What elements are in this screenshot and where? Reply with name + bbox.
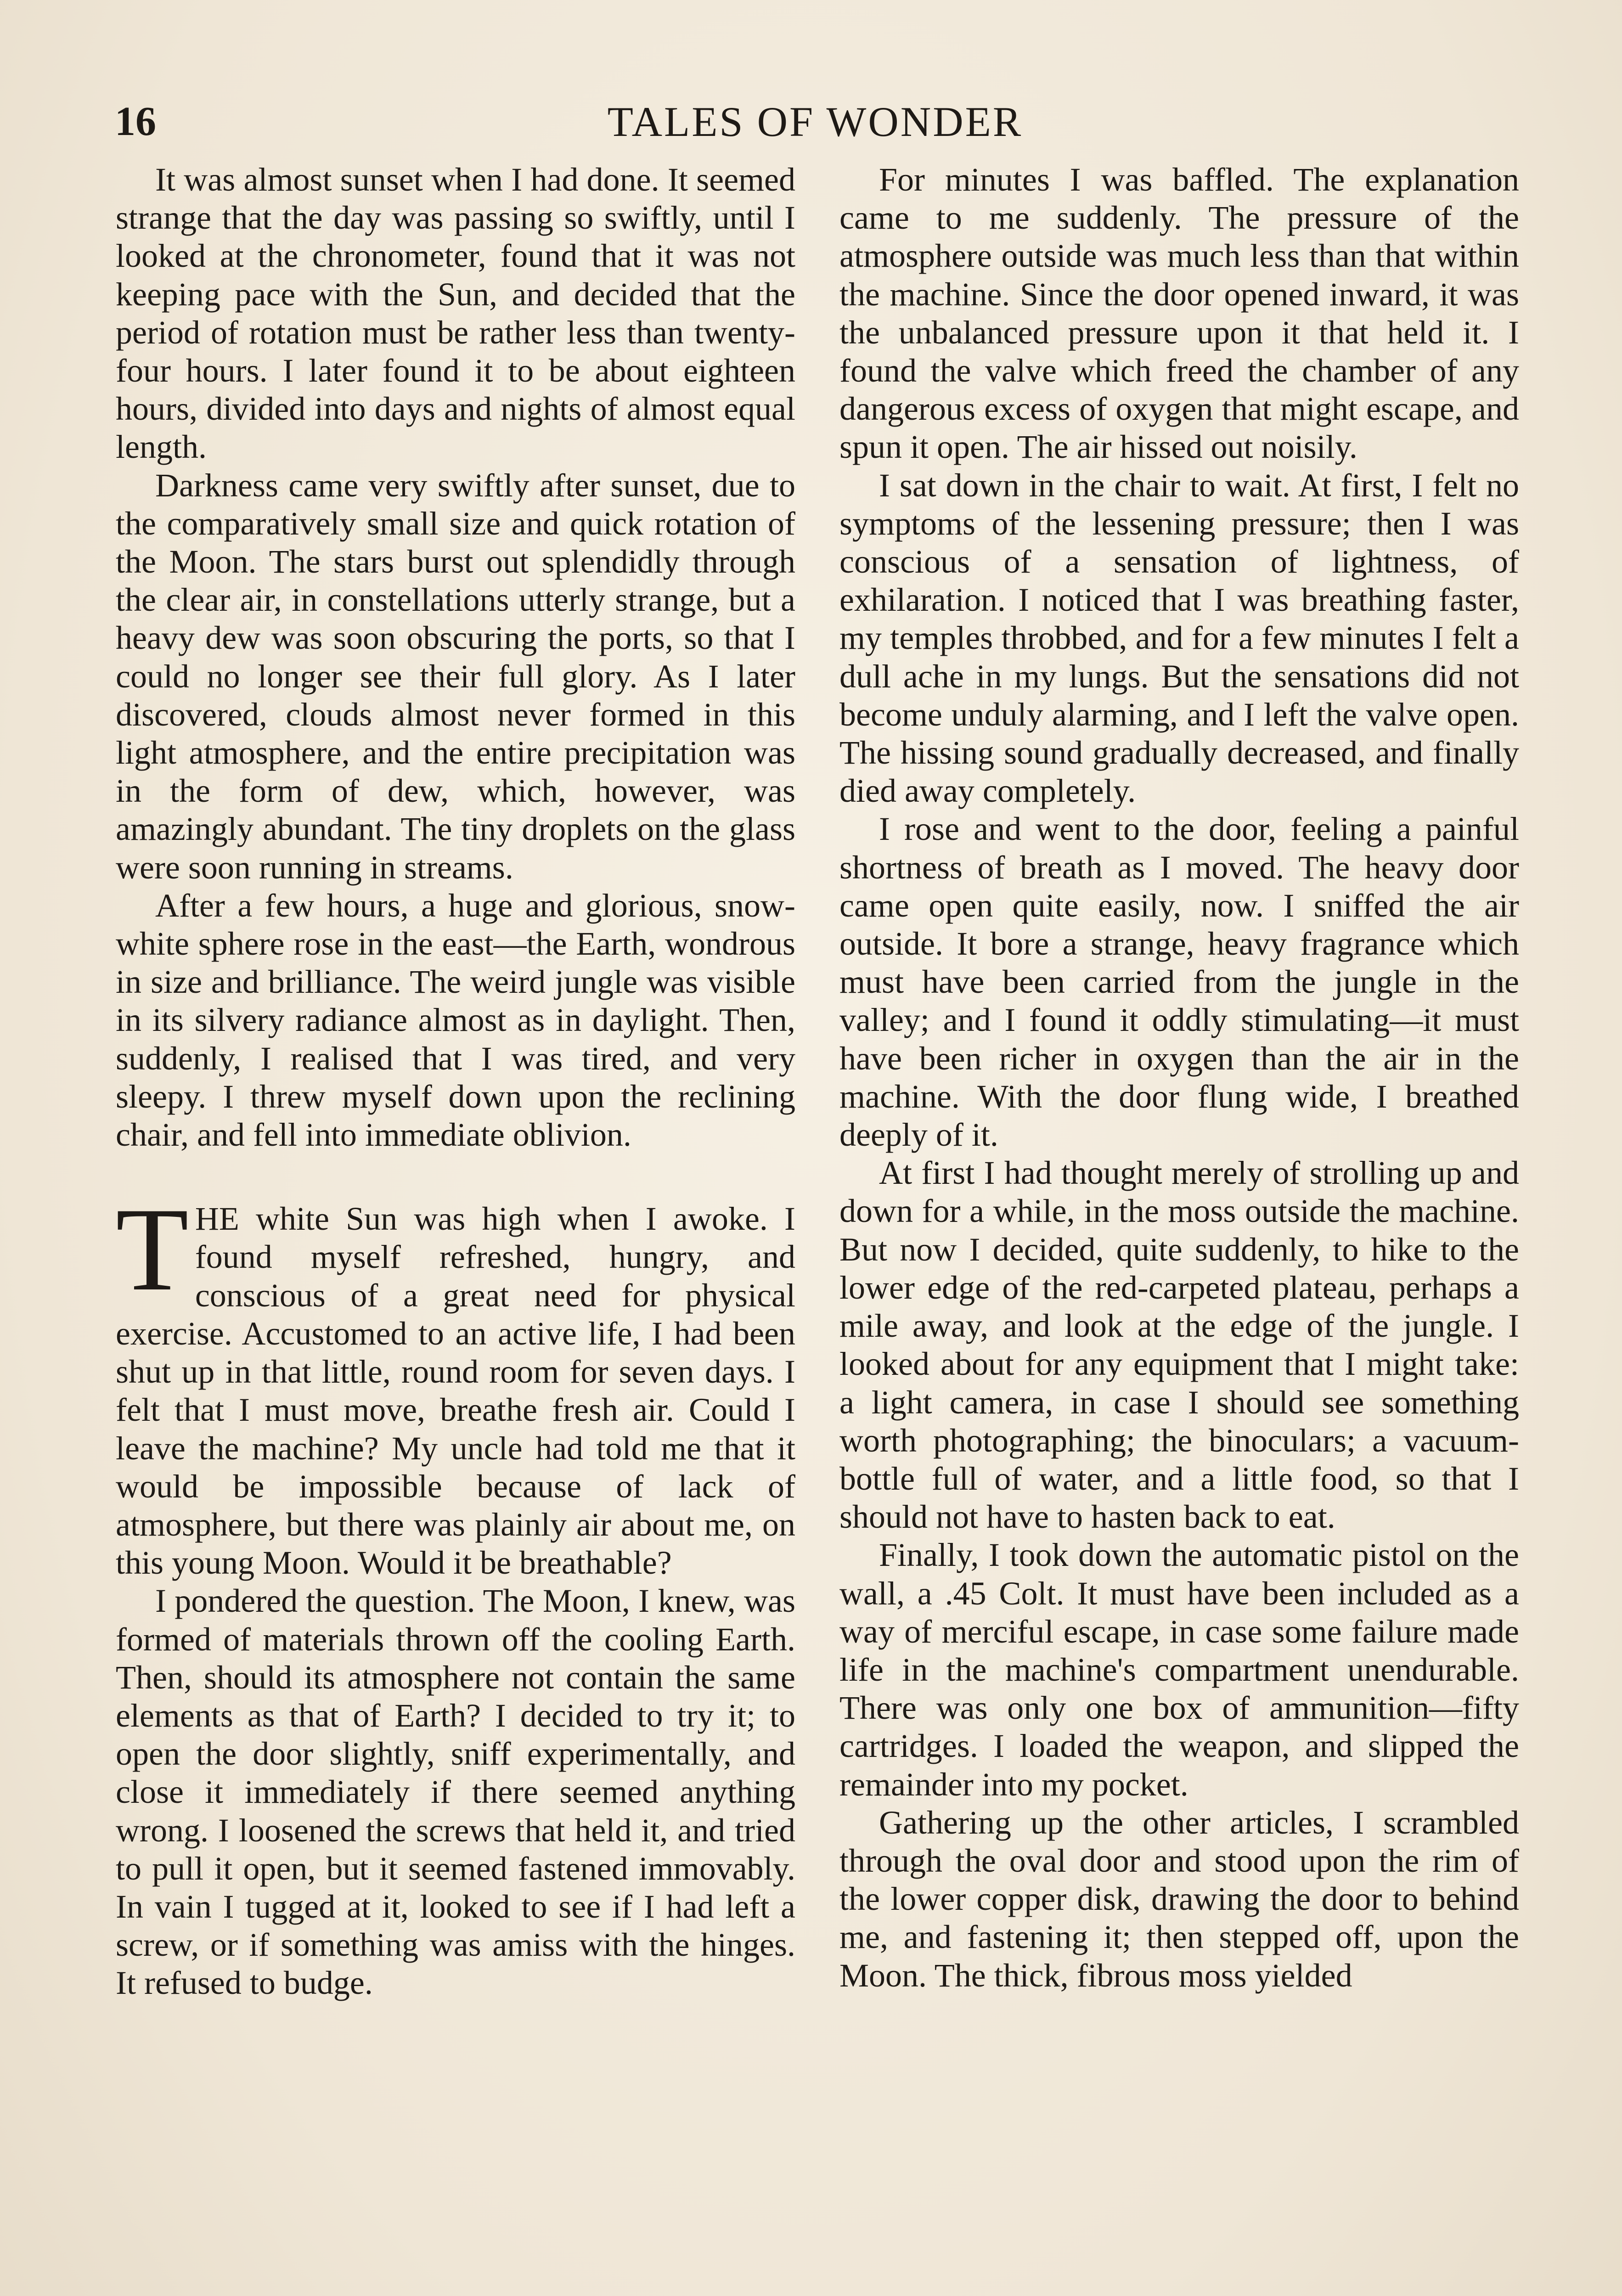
paragraph: For minutes I was baffled. The explanation came to me suddenly. The pressure of the atmosphere outside was much less than that within the machine. Since the door opened inward, it was the unbalanced pressure upon it that held it. I found the valve which freed the chamber of any dangerous excess of oxygen that might escape, and spun it open. The air hissed out noisily.	[839, 161, 1519, 466]
paragraph-text: HE white Sun was high when I awoke. I found myself refreshed, hungry, and conscious of a great need for physical exercise. Accustomed to an active life, I had been shut up in that little, round room for seven days. I felt that I must move, breathe fresh air. Could I leave the machine? My uncle had told me that it would be impossible because of lack of atmosphere, but there was plainly air about me, on this young Moon. Would it be breathable?	[116, 1200, 795, 1581]
paragraph: Finally, I took down the automatic pistol on the wall, a .45 Colt. It must have been included as a way of merciful escape, in case some failure made life in the machine's compartment unendurable. There was only one box of ammunition—fifty cartridges. I loaded the weapon, and slipped the remainder into my pocket.	[839, 1536, 1519, 1803]
paragraph: I sat down in the chair to wait. At first, I felt no symptoms of the lessening pressure; then I was conscious of a sensation of lightness, of exhilaration. I noticed that I was breathing faster, my temples throbbed, and for a few minutes I felt a dull ache in my lungs. But the sensations did not become unduly alarming, and I left the valve open. The hissing sound gradually decreased, and finally died away completely.	[839, 467, 1519, 810]
page-number: 16	[115, 99, 156, 144]
paragraph: I pondered the question. The Moon, I knew, was formed of materials thrown off the cooling Earth. Then, should its atmosphere not contain the same elements as that of Earth? I decided to try it; to open the door slightly, sniff experimentally, and close it immediately if there seemed anything wrong. I loosened the screws that held it, and tried to pull it open, but it seemed fastened immovably. In vain I tugged at it, looked to see if I had left a screw, or if something was amiss with the hinges. It refused to budge.	[116, 1582, 795, 2002]
paragraph: At first I had thought merely of strolling up and down for a while, in the moss outside the machine. But now I decided, quite suddenly, to hike to the lower edge of the red-carpeted plateau, perhaps a mile away, and look at the edge of the jungle. I looked about for any equipment that I might take: a light camera, in case I should see something worth photographing; the binoculars; a vacuum-bottle full of water, and a little food, so that I should not have to hasten back to eat.	[839, 1154, 1519, 1536]
paragraph: Gathering up the other articles, I scrambled through the oval door and stood upon the rim of the lower copper disk, drawing the door to behind me, and fastening it; then stepped off, upon the Moon. The thick, fibrous moss yielded	[839, 1804, 1519, 1994]
left-column	[116, 161, 795, 2003]
running-title: TALES OF WONDER	[607, 98, 1023, 145]
right-column	[839, 161, 1519, 1995]
page-header	[115, 92, 1515, 152]
paragraph: I rose and went to the door, feeling a painful shortness of breath as I moved. The heavy door came open quite easily, now. I sniffed the air outside. It bore a strange, heavy fragrance which must have been carried from the jungle in the valley; and I found it oddly stimulating—it must have been richer in oxygen than the air in the machine. With the door flung wide, I breathed deeply of it.	[839, 810, 1519, 1154]
paragraph: After a few hours, a huge and glorious, snow-white sphere rose in the east—the Earth, wondrous in size and brilliance. The weird jungle was visible in its silvery radiance almost as in daylight. Then, suddenly, I realised that I was tired, and very sleepy. I threw myself down upon the reclining chair, and fell into immediate oblivion.	[116, 887, 795, 1154]
drop-cap: T	[116, 1183, 189, 1316]
paragraph: It was almost sunset when I had done. It seemed strange that the day was passing so swiftly, until I looked at the chronometer, found that it was not keeping pace with the Sun, and decided that the period of rotation must be rather less than twenty-four hours. I later found it to be about eighteen hours, divided into days and nights of almost equal length.	[116, 161, 795, 466]
paragraph: Darkness came very swiftly after sunset, due to the comparatively small size and quick rotation of the Moon. The stars burst out splendidly through the clear air, in constellations utterly strange, but a heavy dew was soon obscuring the ports, so that I could no longer see their full glory. As I later discovered, clouds almost never formed in this light atmosphere, and the entire precipitation was in the form of dew, which, however, was amazingly abundant. The tiny droplets on the glass were soon running in streams.	[116, 467, 795, 886]
section-opening-paragraph	[116, 1183, 795, 1582]
section-break	[116, 1154, 795, 1200]
